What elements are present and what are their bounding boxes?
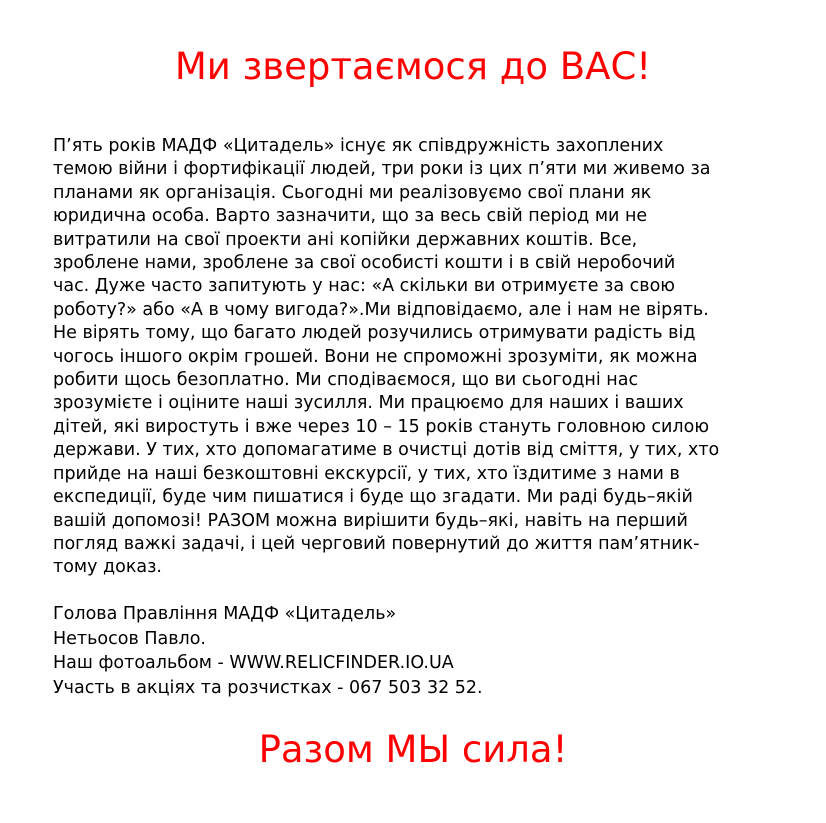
body-line: прийде на наші безкоштовні екскурсії, у тих, хто їздитиме з нами в	[53, 463, 680, 484]
appeal-body	[53, 135, 793, 580]
body-line: держави. У тих, хто допомагатиме в очистці дотів від сміття, у тих, хто	[53, 440, 720, 461]
signature-position: Голова Правління МАДФ «Цитадель»	[53, 604, 397, 624]
signature-name: Нетьосов Павло.	[53, 628, 206, 649]
body-line: вашій допомозі! РАЗОМ можна вирішити будь–які, навіть на перший	[53, 510, 688, 531]
body-line: чогось іншого окрім грошей. Вони не спроможні зрозуміти, як можна	[53, 346, 698, 367]
body-line: Не вірять тому, що багато людей розучились отримувати радість від	[53, 323, 696, 344]
photo-album-line: Наш фотоальбом - WWW.RELICFINDER.IO.UA	[53, 653, 454, 673]
body-line: планами як організація. Сьогодні ми реалізовуємо свої плани як	[53, 182, 652, 203]
body-line: темою війни і фортифікації людей, три роки із цих п’яти ми живемо за	[53, 159, 711, 180]
page-title: Ми звертаємося до ВАС!	[174, 45, 652, 88]
body-line: час. Дуже часто запитують у нас: «А скільки ви отримуєте за свою	[53, 276, 676, 297]
body-line: зрозумієте і оціните наші зусилля. Ми працюємо для наших і ваших	[53, 393, 684, 414]
body-line: дітей, які виростуть і вже через 10 – 15 років стануть головною силою	[53, 416, 710, 437]
body-line: погляд важкі задачі, і цей черговий повернутий до життя пам’ятник-	[53, 533, 700, 554]
body-line: П’ять років МАДФ «Цитадель» існує як співдружність захоплених	[53, 136, 664, 156]
signature-block	[53, 602, 483, 700]
contact-line: Участь в акціях та розчистках - 067 503 32 52.	[53, 677, 483, 698]
body-line: витратили на свої проекти ані копійки державних коштів. Все,	[53, 229, 638, 250]
body-line: експедиції, буде чим пишатися і буде що згадати. Ми раді будь–якій	[53, 487, 693, 508]
body-line: зроблене нами, зроблене за свої особисті кошти і в свій неробочий	[53, 253, 676, 274]
body-line: робити щось безоплатно. Ми сподіваємося, що ви сьогодні нас	[53, 370, 639, 391]
body-line: роботу?» або «А в чому вигода?».Ми відповідаємо, але і нам не вірять.	[53, 299, 709, 320]
body-line: юридична особа. Варто зазначити, що за весь свій період ми не	[53, 206, 648, 227]
slogan: Разом МЫ сила!	[258, 728, 568, 771]
body-line: тому доказ.	[53, 557, 162, 578]
